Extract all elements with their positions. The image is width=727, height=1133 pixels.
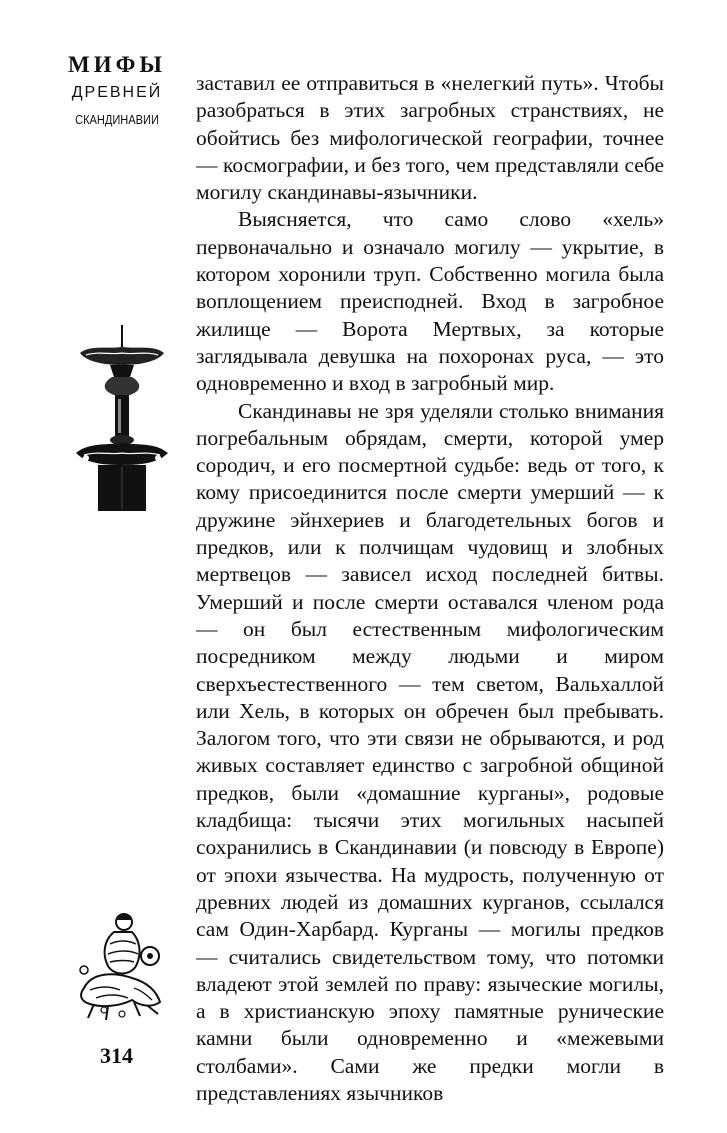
page-number: 314 (100, 1043, 133, 1068)
body-text (196, 70, 664, 1107)
paragraph-1: заставил ее отправиться в «нелегкий путь». Чтобы разобраться в этих загробных странствиях, не обойтись без мифологической географии, точнее — космографии, и без того, чем представляли себе могилу скандинавы-язычники. (196, 71, 664, 205)
candlestick-illustration-icon (72, 325, 168, 515)
book-subtitle-line2: СКАНДИНАВИИ (75, 112, 159, 127)
paragraph-3: Скандинавы не зря уделяли столько внимания погребальным обрядам, смерти, которой умер сородич, и его посмертной судьбе: ведь от того, к кому присоединится после смерти умерший — к дружине эйнхериев и благодетельных богов и предков, или к полчищам чудовищ и злобных мертвецов — зависел исход последней битвы. Умерший и после смерти оставался членом рода — он был естественным мифологическим посредником между людьми и миром сверхъестественного — тем светом, Вальхаллой или Хель, в которых он обречен был пребывать. Залогом того, что эти связи не обрываются, и род живых составляет единство с загробной общиной предков, были «домашние курганы», родовые кладбища: тысячи этих могильных насыпей сохранились в Скандинавии (и повсюду в Европе) от эпохи язычества. На мудрость, полученную от древних людей из домашних курганов, ссылался сам Один-Харбард. Курганы — могилы предков — считались свидетельством тому, что потомки владеют этой землей по праву: языческие могилы, а в христианскую эпоху памятные рунические камни были одновременно и «межевыми столбами». Сами же предки могли в представлениях язычников (196, 398, 664, 1105)
paragraph-2: Выясняется, что само слово «хель» первоначально и означало могилу — укрытие, в котором хоронили труп. Собственно могила была воплощением преисподней. Вход в загробное жилище — Ворота Мертвых, за которые заглядывала девушка на похоронах руса, — это одновременно и вход в загробный мир. (196, 207, 664, 396)
running-header (58, 52, 176, 130)
book-title: МИФЫ (68, 52, 166, 77)
rider-illustration-icon (74, 910, 166, 1020)
book-subtitle-line1: ДРЕВНЕЙ (71, 84, 163, 101)
